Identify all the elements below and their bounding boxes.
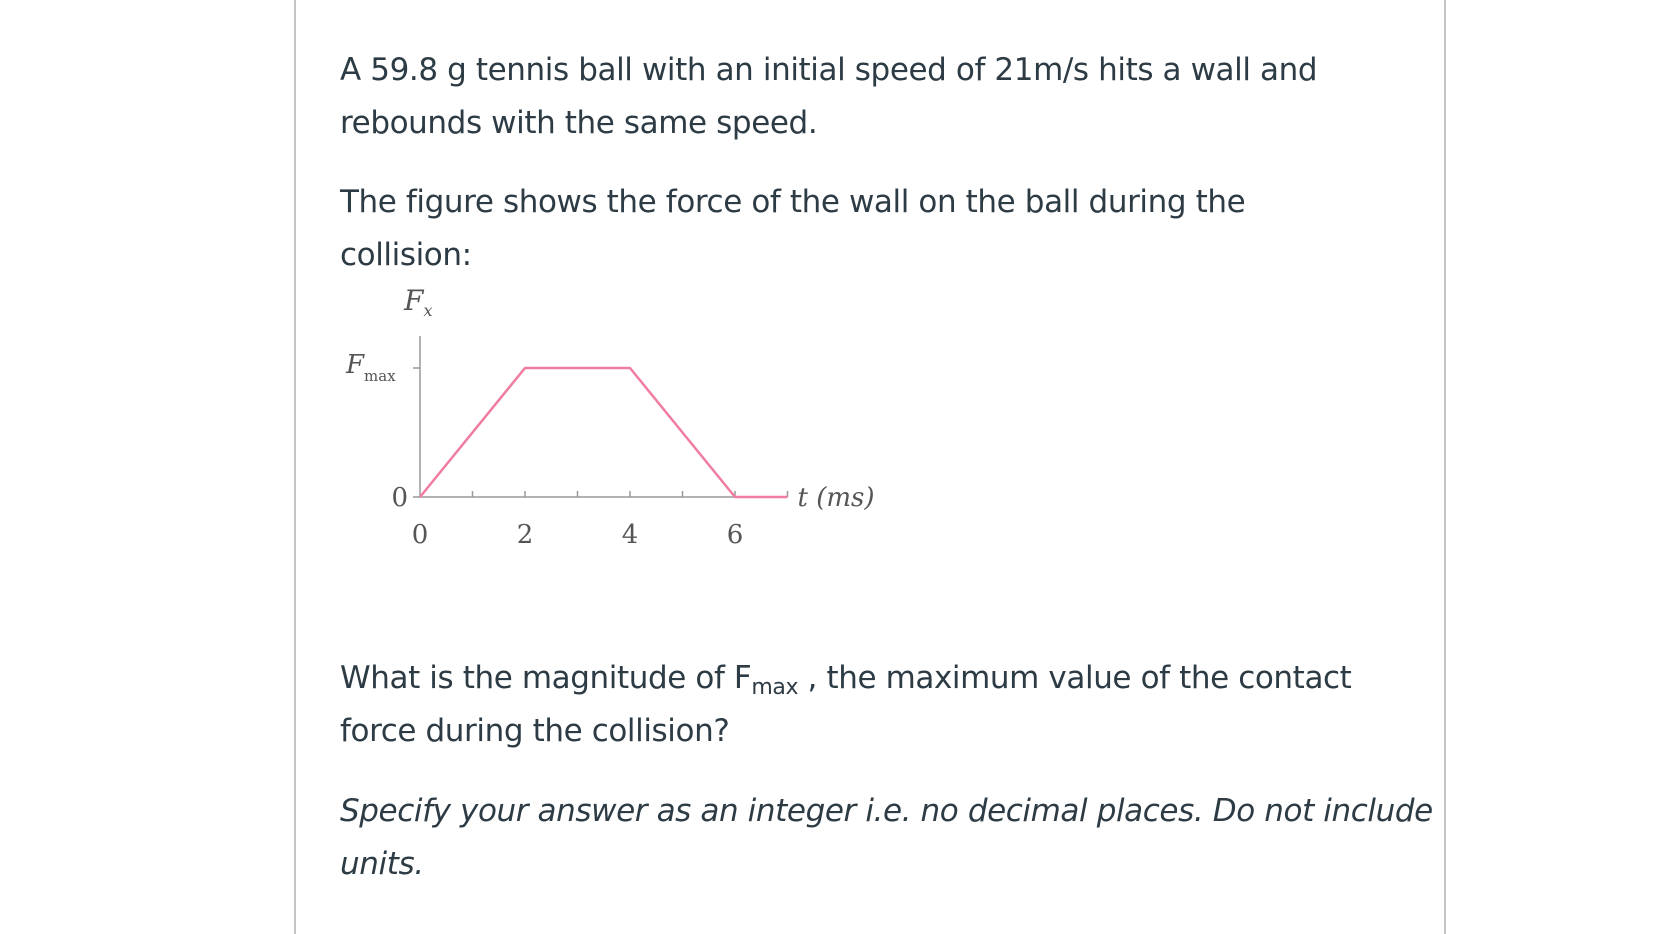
y-tick-label-fmax: [345, 350, 396, 385]
ticks-group: [412, 368, 788, 550]
intro-line-1: A 59.8 g tennis ball with an initial speed of 21m/s hits a wall and: [340, 52, 1318, 88]
prompt-line-1: [340, 652, 1400, 705]
prompt-line-2: force during the collision?: [340, 713, 730, 749]
intro-paragraph: [340, 44, 1400, 150]
y-tick-label-zero: 0: [391, 483, 408, 513]
fmax-label-sub: max: [364, 367, 396, 385]
instructions-paragraph: [340, 785, 1433, 891]
figure-intro-line-2: collision:: [340, 237, 472, 273]
axes-group: [420, 336, 788, 497]
prompt-part-2: , the maximum value of the contact: [798, 660, 1352, 696]
figure-intro-paragraph: [340, 176, 1400, 282]
prompt-part-1: What is the magnitude of F: [340, 660, 752, 696]
y-axis-label-main: F: [404, 284, 424, 317]
labels-group: [345, 284, 875, 513]
x-tick-label: 0: [411, 520, 429, 550]
series-group: [420, 368, 788, 497]
prompt-paragraph: [340, 652, 1400, 758]
figure-intro-line-1: The figure shows the force of the wall on the ball during the: [340, 184, 1246, 220]
fmax-subscript: max: [751, 675, 799, 700]
intro-line-2: rebounds with the same speed.: [340, 105, 818, 141]
force-series-line: [420, 368, 788, 497]
fmax-label-main: F: [346, 350, 365, 380]
y-axis-label-sub: x: [423, 301, 433, 320]
x-tick-label: 2: [516, 520, 534, 550]
instructions-line-1: Specify your answer as an integer i.e. no decimal places. Do not include: [340, 793, 1433, 829]
x-axis-label: t (ms): [797, 483, 875, 513]
instructions-line-2: units.: [340, 846, 424, 882]
force-time-graph: [346, 284, 952, 596]
x-tick-label: 4: [621, 520, 639, 550]
x-tick-label: 6: [726, 520, 744, 550]
